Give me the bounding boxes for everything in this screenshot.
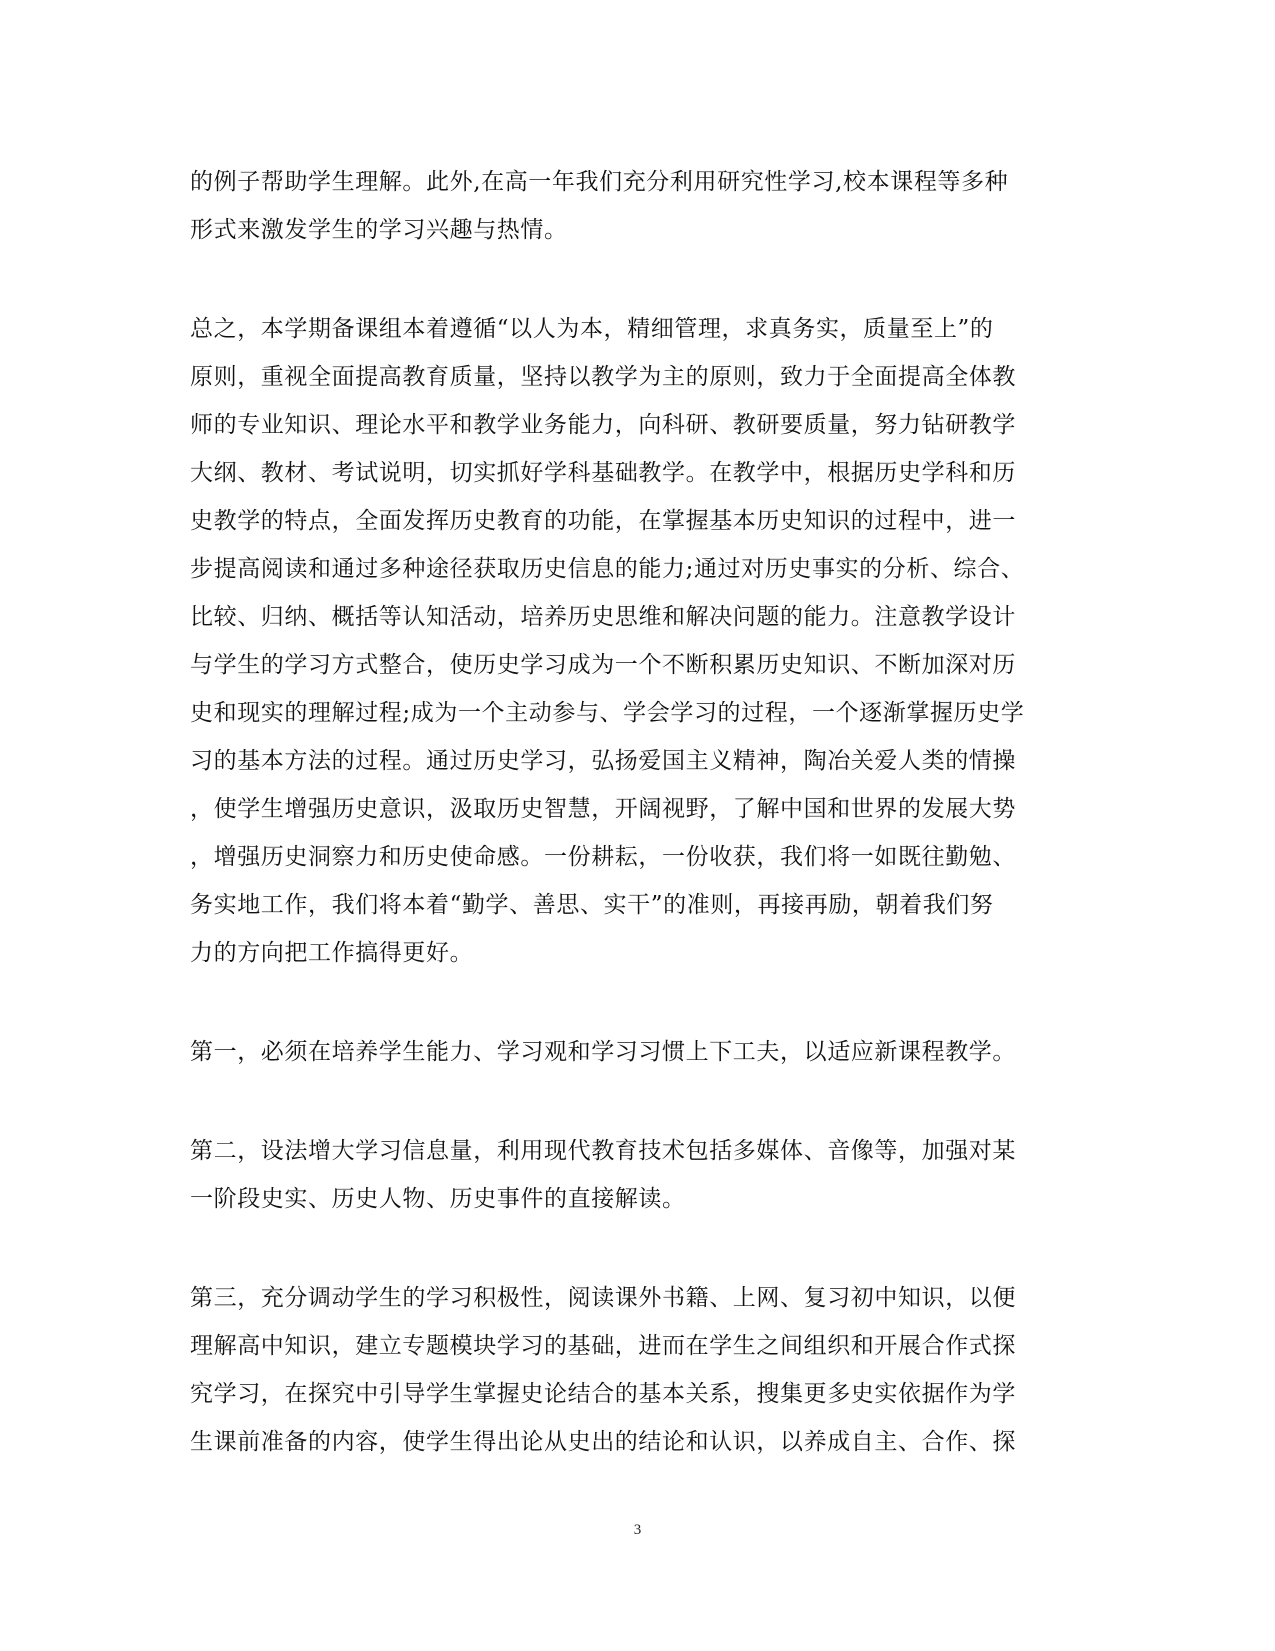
- text-line: 第一，必须在培养学生能力、学习观和学习习惯上下工夫，以适应新课程教学。: [190, 1039, 1016, 1065]
- document-body: [190, 158, 1070, 1466]
- paragraph-gap: [190, 254, 1070, 305]
- text-line: 比较、归纳、概括等认知活动，培养历史思维和解决问题的能力。注意教学设计: [190, 604, 1016, 630]
- text-line: 力的方向把工作搞得更好。: [190, 940, 474, 966]
- text-line: 第三，充分调动学生的学习积极性，阅读课外书籍、上网、复习初中知识，以便: [190, 1285, 1016, 1311]
- text-line: 生课前准备的内容，使学生得出论从史出的结论和认识，以养成自主、合作、探: [190, 1429, 1016, 1455]
- text-line: 史和现实的理解过程;成为一个主动参与、学会学习的过程，一个逐渐掌握历史学: [190, 700, 1025, 726]
- paragraph-4: [190, 1127, 1070, 1223]
- paragraph-gap: [190, 977, 1070, 1028]
- paragraph-gap: [190, 1076, 1070, 1127]
- text-line: 形式来激发学生的学习兴趣与热情。: [190, 217, 568, 243]
- paragraph-2: [190, 305, 1070, 977]
- text-line: 步提高阅读和通过多种途径获取历史信息的能力;通过对历史事实的分析、综合、: [190, 556, 1025, 582]
- paragraph-1: [190, 158, 1070, 254]
- paragraph-gap: [190, 1223, 1070, 1274]
- text-line: 原则，重视全面提高教育质量，坚持以教学为主的原则，致力于全面提高全体教: [190, 364, 1016, 390]
- text-line: 习的基本方法的过程。通过历史学习，弘扬爱国主义精神，陶冶关爱人类的情操: [190, 748, 1016, 774]
- paragraph-3: [190, 1028, 1070, 1076]
- text-line: 史教学的特点，全面发挥历史教育的功能，在掌握基本历史知识的过程中，进一: [190, 508, 1016, 534]
- text-line: 大纲、教材、考试说明，切实抓好学科基础教学。在教学中，根据历史学科和历: [190, 460, 1016, 486]
- text-line: 总之，本学期备课组本着遵循“以人为本，精细管理，求真务实，质量至上”的: [190, 316, 994, 342]
- text-line: 理解高中知识，建立专题模块学习的基础，进而在学生之间组织和开展合作式探: [190, 1333, 1016, 1359]
- text-line: 与学生的学习方式整合，使历史学习成为一个不断积累历史知识、不断加深对历: [190, 652, 1016, 678]
- text-line: 的例子帮助学生理解。此外,在高一年我们充分利用研究性学习,校本课程等多种: [190, 169, 1009, 195]
- text-line: 一阶段史实、历史人物、历史事件的直接解读。: [190, 1186, 686, 1212]
- text-line: ，增强历史洞察力和历史使命感。一份耕耘，一份收获，我们将一如既往勤勉、: [190, 844, 1016, 870]
- text-line: 第二，设法增大学习信息量，利用现代教育技术包括多媒体、音像等，加强对某: [190, 1138, 1016, 1164]
- text-line: 究学习，在探究中引导学生掌握史论结合的基本关系，搜集更多史实依据作为学: [190, 1381, 1016, 1407]
- page-number: 3: [633, 1522, 642, 1538]
- text-line: 师的专业知识、理论水平和教学业务能力，向科研、教研要质量，努力钻研教学: [190, 412, 1016, 438]
- text-line: ，使学生增强历史意识，汲取历史智慧，开阔视野，了解中国和世界的发展大势: [190, 796, 1016, 822]
- paragraph-5: [190, 1274, 1070, 1466]
- text-line: 务实地工作，我们将本着“勤学、善思、实干”的准则，再接再励，朝着我们努: [190, 892, 994, 918]
